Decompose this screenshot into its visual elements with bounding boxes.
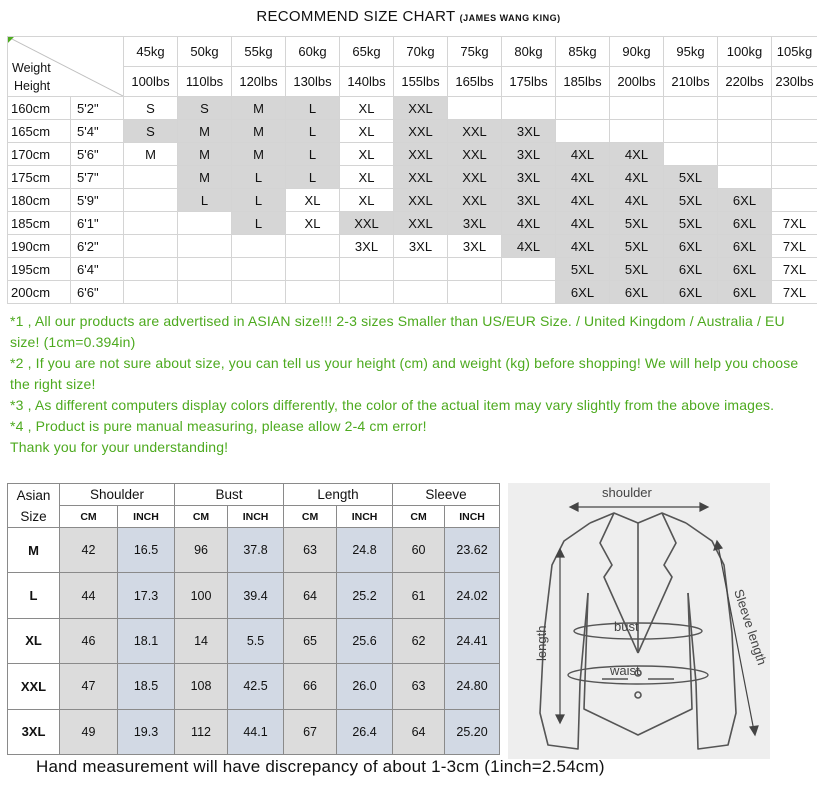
size-cell: M	[232, 97, 286, 120]
height-cm-cell: 185cm	[8, 212, 71, 235]
measure-inch-cell: 24.80	[445, 664, 500, 709]
size-cell: XL	[340, 166, 394, 189]
height-ft-cell: 6'4"	[71, 258, 124, 281]
size-chart-row	[8, 97, 817, 120]
size-cell: XXL	[340, 212, 394, 235]
size-chart-row	[8, 143, 817, 166]
height-ft-cell: 5'6"	[71, 143, 124, 166]
size-cell: XXL	[448, 143, 502, 166]
measure-cm-cell: 42	[60, 528, 118, 573]
size-cell: S	[124, 120, 178, 143]
shoulder-label: shoulder	[602, 485, 652, 500]
size-cell: XL	[340, 120, 394, 143]
size-cell: XXL	[448, 189, 502, 212]
weight-kg-header: 50kg	[178, 37, 232, 67]
size-cell: L	[286, 97, 340, 120]
size-cell	[394, 258, 448, 281]
measure-inch-cell: 19.3	[118, 709, 175, 754]
height-ft-cell: 5'9"	[71, 189, 124, 212]
measure-row	[8, 573, 500, 618]
size-cell: 6XL	[718, 212, 772, 235]
size-cell: 6XL	[718, 281, 772, 304]
measure-cm-cell: 66	[284, 664, 337, 709]
weight-kg-header: 95kg	[664, 37, 718, 67]
length-inch-header: INCH	[337, 506, 393, 528]
height-ft-cell: 6'2"	[71, 235, 124, 258]
size-cell	[556, 120, 610, 143]
size-cell: XXL	[394, 212, 448, 235]
measure-cm-cell: 64	[393, 709, 445, 754]
measure-cm-cell: 44	[60, 573, 118, 618]
size-cell: XL	[286, 189, 340, 212]
size-cell: 6XL	[718, 235, 772, 258]
size-cell	[664, 97, 718, 120]
size-cell	[286, 258, 340, 281]
asian-size-cell: XL	[8, 618, 60, 663]
weight-kg-header: 90kg	[610, 37, 664, 67]
height-ft-cell: 6'1"	[71, 212, 124, 235]
measure-header-row	[8, 484, 500, 506]
size-cell: 5XL	[664, 189, 718, 212]
size-cell: 5XL	[664, 212, 718, 235]
measure-row	[8, 709, 500, 754]
measure-inch-cell: 25.2	[337, 573, 393, 618]
height-label: Height	[14, 79, 51, 93]
size-cell	[124, 281, 178, 304]
shoulder-header: Shoulder	[60, 484, 175, 506]
size-cell	[448, 281, 502, 304]
height-cm-cell: 190cm	[8, 235, 71, 258]
bust-inch-header: INCH	[228, 506, 284, 528]
weight-lbs-header: 140lbs	[340, 67, 394, 97]
asian-size-cell: XXL	[8, 664, 60, 709]
measure-inch-cell: 24.8	[337, 528, 393, 573]
size-cell: M	[124, 143, 178, 166]
footer-note: Hand measurement will have discrepancy of about 1-3cm (1inch=2.54cm)	[36, 757, 605, 776]
measurement-table	[7, 483, 500, 755]
size-cell: S	[124, 97, 178, 120]
weight-lbs-header: 175lbs	[502, 67, 556, 97]
size-cell: XXL	[394, 189, 448, 212]
measure-inch-cell: 18.1	[118, 618, 175, 663]
measure-cm-cell: 47	[60, 664, 118, 709]
size-chart-row	[8, 212, 817, 235]
measure-cm-cell: 63	[284, 528, 337, 573]
size-cell: 3XL	[502, 189, 556, 212]
size-cell: XL	[340, 143, 394, 166]
size-cell: 5XL	[610, 258, 664, 281]
weight-kg-header: 80kg	[502, 37, 556, 67]
size-cell	[502, 97, 556, 120]
measure-cm-cell: 62	[393, 618, 445, 663]
weight-lbs-header: 200lbs	[610, 67, 664, 97]
asian-label: Asian	[16, 487, 51, 503]
measure-cm-cell: 108	[175, 664, 228, 709]
measure-inch-cell: 25.20	[445, 709, 500, 754]
weight-kg-header: 70kg	[394, 37, 448, 67]
measure-inch-cell: 23.62	[445, 528, 500, 573]
note-5: Thank you for your understanding!	[10, 439, 229, 455]
notes-block	[10, 311, 810, 458]
chart-title-main: RECOMMEND SIZE CHART	[256, 8, 456, 25]
size-cell	[664, 120, 718, 143]
measure-inch-cell: 37.8	[228, 528, 284, 573]
size-cell: 6XL	[664, 235, 718, 258]
size-cell: 6XL	[718, 258, 772, 281]
size-cell	[556, 97, 610, 120]
asian-size-cell: M	[8, 528, 60, 573]
unit-header-row	[8, 506, 500, 528]
measure-inch-cell: 26.0	[337, 664, 393, 709]
weight-kg-header: 65kg	[340, 37, 394, 67]
height-cm-cell: 195cm	[8, 258, 71, 281]
size-cell: L	[232, 212, 286, 235]
size-cell	[286, 281, 340, 304]
size-cell: 6XL	[664, 258, 718, 281]
measure-cm-cell: 61	[393, 573, 445, 618]
size-cell: 4XL	[556, 235, 610, 258]
size-cell: 4XL	[556, 166, 610, 189]
size-cell: XL	[340, 189, 394, 212]
size-cell	[448, 258, 502, 281]
size-chart-row	[8, 166, 817, 189]
weight-kg-header: 105kg	[772, 37, 817, 67]
height-cm-cell: 200cm	[8, 281, 71, 304]
size-cell: 3XL	[502, 143, 556, 166]
height-cm-cell: 165cm	[8, 120, 71, 143]
size-cell	[772, 166, 817, 189]
weight-kg-header: 60kg	[286, 37, 340, 67]
size-cell: S	[178, 97, 232, 120]
bust-cm-header: CM	[175, 506, 228, 528]
size-chart-table	[7, 36, 817, 304]
chart-title-brand: (JAMES WANG KING)	[459, 13, 561, 23]
size-cell	[502, 281, 556, 304]
size-cell: 7XL	[772, 212, 817, 235]
sleeve-length-label: Sleeve length	[731, 587, 770, 667]
size-cell: 4XL	[556, 143, 610, 166]
lbs-header-row	[8, 67, 817, 97]
size-cell: 4XL	[610, 189, 664, 212]
size-cell: 7XL	[772, 258, 817, 281]
measure-cm-cell: 67	[284, 709, 337, 754]
size-cell: 4XL	[556, 189, 610, 212]
weight-kg-header: 85kg	[556, 37, 610, 67]
weight-kg-header: 75kg	[448, 37, 502, 67]
measure-cm-cell: 100	[175, 573, 228, 618]
size-cell	[232, 281, 286, 304]
measure-cm-cell: 63	[393, 664, 445, 709]
size-cell: 3XL	[502, 166, 556, 189]
height-cm-cell: 160cm	[8, 97, 71, 120]
asian-size-header	[8, 484, 60, 528]
measure-cm-cell: 14	[175, 618, 228, 663]
weight-lbs-header: 230lbs	[772, 67, 817, 97]
measure-inch-cell: 18.5	[118, 664, 175, 709]
note-1: *1 , All our products are advertised in ASIAN size!!! 2-3 sizes Smaller than US/EUR Size. / United Kingdom / Australia / EU size! (1cm=0.394in)	[10, 313, 785, 350]
height-ft-cell: 6'6"	[71, 281, 124, 304]
size-cell	[664, 143, 718, 166]
size-cell: L	[178, 189, 232, 212]
size-cell: XL	[340, 97, 394, 120]
note-2: *2 , If you are not sure about size, you can tell us your height (cm) and weight (kg) before shopping! We will help you choose the right size!	[10, 355, 799, 392]
size-cell: L	[232, 189, 286, 212]
jacket-diagram	[508, 483, 770, 759]
size-cell	[178, 258, 232, 281]
measure-cm-cell: 46	[60, 618, 118, 663]
height-cm-cell: 170cm	[8, 143, 71, 166]
size-cell: 5XL	[664, 166, 718, 189]
height-ft-cell: 5'2"	[71, 97, 124, 120]
size-cell: L	[286, 120, 340, 143]
size-cell: 4XL	[610, 166, 664, 189]
weight-label: Weight	[12, 61, 51, 75]
measure-inch-cell: 25.6	[337, 618, 393, 663]
size-cell: 4XL	[556, 212, 610, 235]
size-cell	[178, 235, 232, 258]
size-cell	[232, 258, 286, 281]
size-cell: XXL	[394, 143, 448, 166]
size-cell	[772, 143, 817, 166]
height-ft-cell: 5'7"	[71, 166, 124, 189]
measure-cm-cell: 112	[175, 709, 228, 754]
bust-header: Bust	[175, 484, 284, 506]
size-cell	[718, 143, 772, 166]
size-cell: 3XL	[340, 235, 394, 258]
size-cell: XXL	[448, 120, 502, 143]
size-cell	[772, 120, 817, 143]
sleeve-cm-header: CM	[393, 506, 445, 528]
size-cell	[124, 212, 178, 235]
size-cell: M	[178, 166, 232, 189]
measure-inch-cell: 39.4	[228, 573, 284, 618]
size-cell: M	[232, 143, 286, 166]
size-cell: XL	[286, 212, 340, 235]
size-cell	[772, 97, 817, 120]
measure-inch-cell: 42.5	[228, 664, 284, 709]
size-cell	[124, 235, 178, 258]
size-cell: 7XL	[772, 281, 817, 304]
size-cell: 6XL	[664, 281, 718, 304]
length-header: Length	[284, 484, 393, 506]
size-cell	[124, 166, 178, 189]
size-chart-row	[8, 258, 817, 281]
size-cell: 6XL	[610, 281, 664, 304]
weight-lbs-header: 110lbs	[178, 67, 232, 97]
sleeve-header: Sleeve	[393, 484, 500, 506]
size-cell: L	[286, 166, 340, 189]
shoulder-inch-header: INCH	[118, 506, 175, 528]
size-cell	[718, 120, 772, 143]
measure-cm-cell: 96	[175, 528, 228, 573]
size-cell: 4XL	[502, 212, 556, 235]
measure-cm-cell: 60	[393, 528, 445, 573]
weight-kg-header: 45kg	[124, 37, 178, 67]
size-cell	[394, 281, 448, 304]
asian-size-cell: 3XL	[8, 709, 60, 754]
weight-lbs-header: 185lbs	[556, 67, 610, 97]
chart-title	[0, 8, 817, 25]
measure-cm-cell: 65	[284, 618, 337, 663]
size-cell: 5XL	[610, 212, 664, 235]
measure-row	[8, 528, 500, 573]
size-cell: 4XL	[610, 143, 664, 166]
size-cell: XXL	[394, 97, 448, 120]
size-cell	[448, 97, 502, 120]
note-3: *3 , As different computers display colors differently, the color of the actual item may vary slightly from the above images.	[10, 397, 775, 413]
size-cell: L	[232, 166, 286, 189]
size-chart-row	[8, 189, 817, 212]
size-cell: 5XL	[556, 258, 610, 281]
size-cell: 3XL	[394, 235, 448, 258]
size-cell	[124, 189, 178, 212]
size-label: Size	[20, 508, 47, 524]
size-cell: XXL	[394, 166, 448, 189]
size-cell	[340, 258, 394, 281]
size-cell: 4XL	[502, 235, 556, 258]
weight-lbs-header: 210lbs	[664, 67, 718, 97]
size-cell	[124, 258, 178, 281]
weight-kg-header: 100kg	[718, 37, 772, 67]
weight-lbs-header: 155lbs	[394, 67, 448, 97]
measure-inch-cell: 5.5	[228, 618, 284, 663]
length-label: length	[534, 625, 549, 661]
size-cell: M	[178, 120, 232, 143]
measure-cm-cell: 64	[284, 573, 337, 618]
height-ft-cell: 5'4"	[71, 120, 124, 143]
weight-lbs-header: 120lbs	[232, 67, 286, 97]
size-cell	[340, 281, 394, 304]
weight-kg-header: 55kg	[232, 37, 286, 67]
size-cell	[718, 166, 772, 189]
weight-height-corner	[8, 37, 124, 97]
size-cell: L	[286, 143, 340, 166]
size-cell: XXL	[448, 166, 502, 189]
weight-lbs-header: 165lbs	[448, 67, 502, 97]
size-cell	[178, 281, 232, 304]
size-cell: 3XL	[502, 120, 556, 143]
sleeve-inch-header: INCH	[445, 506, 500, 528]
measure-inch-cell: 24.02	[445, 573, 500, 618]
note-4: *4 , Product is pure manual measuring, please allow 2-4 cm error!	[10, 418, 427, 434]
measure-cm-cell: 49	[60, 709, 118, 754]
size-cell: 5XL	[610, 235, 664, 258]
height-cm-cell: 175cm	[8, 166, 71, 189]
size-cell: 6XL	[556, 281, 610, 304]
size-cell	[502, 258, 556, 281]
weight-lbs-header: 100lbs	[124, 67, 178, 97]
size-cell	[178, 212, 232, 235]
size-chart-row	[8, 120, 817, 143]
size-cell	[718, 97, 772, 120]
measure-inch-cell: 44.1	[228, 709, 284, 754]
bust-label: bust	[614, 619, 639, 634]
size-cell	[610, 120, 664, 143]
jacket-illustration	[508, 483, 770, 759]
waist-label: waist	[610, 663, 640, 678]
measure-row	[8, 618, 500, 663]
weight-lbs-header: 130lbs	[286, 67, 340, 97]
size-cell	[232, 235, 286, 258]
size-cell	[286, 235, 340, 258]
measure-inch-cell: 24.41	[445, 618, 500, 663]
size-cell: 3XL	[448, 212, 502, 235]
size-cell: M	[232, 120, 286, 143]
kg-header-row	[8, 37, 817, 67]
length-cm-header: CM	[284, 506, 337, 528]
weight-lbs-header: 220lbs	[718, 67, 772, 97]
measure-inch-cell: 26.4	[337, 709, 393, 754]
size-cell: 6XL	[718, 189, 772, 212]
size-cell: M	[178, 143, 232, 166]
size-chart-row	[8, 281, 817, 304]
size-cell: 3XL	[448, 235, 502, 258]
shoulder-cm-header: CM	[60, 506, 118, 528]
size-chart-row	[8, 235, 817, 258]
measure-inch-cell: 16.5	[118, 528, 175, 573]
size-cell	[772, 189, 817, 212]
size-cell	[610, 97, 664, 120]
measure-row	[8, 664, 500, 709]
measure-inch-cell: 17.3	[118, 573, 175, 618]
size-cell: 7XL	[772, 235, 817, 258]
height-cm-cell: 180cm	[8, 189, 71, 212]
asian-size-cell: L	[8, 573, 60, 618]
size-cell: XXL	[394, 120, 448, 143]
